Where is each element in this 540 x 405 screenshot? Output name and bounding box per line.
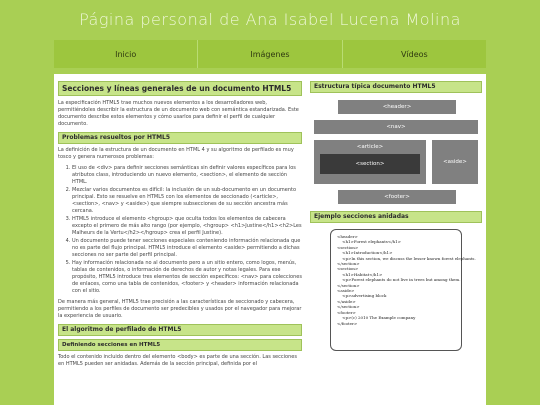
code-line: <section>: [337, 244, 359, 250]
list-item: 4. Un documento puede tener secciones especiales conteniendo información relacionada que no es parte del flujo principal. HTML5 introduce el elemento <aside> permitiendo a dichas secciones no ser parte del perfil principal.: [72, 238, 302, 259]
problems-list: [58, 165, 302, 295]
nested-heading: Ejemplo secciones anidadas: [310, 211, 482, 223]
code-line: </section>: [337, 304, 360, 310]
algorithm-heading: El algoritmo de perfilado de HTML5: [58, 324, 302, 336]
code-line: </section>: [337, 261, 360, 267]
nested-example-code: [330, 229, 476, 351]
list-item: 1. El uso de <div> para definir secciones semánticas sin definir valores específicos para los atributos class, introduciendo un nuevo elemento, <section>, el elemento de sección HTML.: [72, 165, 302, 186]
problems-heading: Problemas resueltos por HTML5: [58, 132, 302, 144]
code-line: <p>(c) 2010 The Example company: [337, 315, 416, 321]
structure-heading: Estructura típica documento HTML5: [310, 81, 482, 93]
intro-text: La especificación HTML5 trae muchos nuevos elementos a los desarrolladores web, permitiéndoles describir la estructura de un documento web con semántica estandarizada. Este documento describe estos elementos y cómo usarlos para definir el perfil de cualquier documento.: [58, 100, 299, 127]
main-column: [58, 78, 302, 372]
diagram-aside-box: <aside>: [432, 140, 478, 184]
page-content: [54, 74, 486, 405]
code-line: <footer>: [337, 309, 356, 315]
main-title: Secciones y líneas generales de un documento HTML5: [58, 81, 302, 96]
nav-item-videos[interactable]: Vídeos: [400, 49, 428, 59]
code-line: <aside>: [337, 288, 355, 294]
diagram-header-box: <header>: [338, 100, 456, 114]
list-item: 3. HTML5 introduce el elemento <hgroup> que oculta todos los elementos de cabecera excepto el primero de más alto rango (por ejemplo, <hgroup> <h1>Justine</h1><h2>Les Malheurs de la Vertu</h2></hgroup> crea el perfil Justine).: [72, 216, 302, 237]
list-item: 2. Mezclar varios documentos es difícil: la inclusión de un sub-documento en un documento principal. Esto se resuelve en HTML5 con los elementos de seccionado (<article>, <section>, <nav> y <aside>) que siempre subsecciones de su sección ancestra más cercana.: [72, 187, 302, 215]
diagram-nav-box: <nav>: [314, 120, 478, 134]
code-line: <header>: [337, 234, 358, 239]
summary-text: De manera más general, HTML5 trae precisión a las características de seccionado y cabecera, permitiendo a los perfiles de documento ser predecibles y usados por el navegador para mejorar la experiencia de usuario.: [58, 299, 302, 319]
code-line: <section>: [337, 266, 359, 272]
list-item: 5. Hay información relacionada no al documento pero a un sitio entero, como logos, menús, tablas de contenidos, o información de derechos de autor y notas legales. Para ese propósito, HTML5 introduce tres elementos de sección específicos: <nav> para colecciones de enlaces, como una tabla de contenidos, <footer> y <header> información relacionada con el sitio.: [72, 260, 302, 295]
code-line: <h1>Introduction</h1>: [337, 250, 393, 256]
code-line: <p>Forest elephants do not live in trees but among them.: [337, 277, 461, 283]
code-line: <h1>Forest elephants</h1>: [337, 239, 402, 245]
code-line: </section>: [337, 282, 360, 288]
diagram-footer-box: <footer>: [338, 190, 456, 204]
code-line: <h1>Habitat</h1>: [337, 271, 383, 277]
side-column: [310, 78, 482, 351]
code-line: </footer>: [337, 320, 358, 326]
structure-diagram: [310, 96, 482, 208]
code-line: </aside>: [337, 298, 356, 304]
site-title: Página personal de Ana Isabel Lucena Molina: [79, 10, 461, 29]
diagram-section-box: <section>: [320, 154, 420, 174]
defining-text: Todo el contenido incluido dentro del elemento <body> es parte de una sección. Las secciones en HTML5 pueden ser anidadas. Además de la sección principal, definida por el: [58, 354, 297, 367]
problems-intro: La definición de la estructura de un documento en HTML 4 y su algoritmo de perfilado es muy tosco y genera numerosos problemas:: [58, 147, 294, 160]
defining-heading: Definiendo secciones en HTML5: [58, 339, 302, 351]
code-line: <p>advertising block: [337, 293, 387, 299]
main-nav: [54, 40, 486, 68]
nav-item-inicio[interactable]: Inicio: [54, 40, 198, 68]
nav-item-imagenes[interactable]: Imágenes: [198, 40, 342, 68]
diagram-article-box: <article>: [314, 140, 426, 184]
code-line: <p>In this section, we discuss the lesser known forest elephants.: [337, 255, 476, 261]
